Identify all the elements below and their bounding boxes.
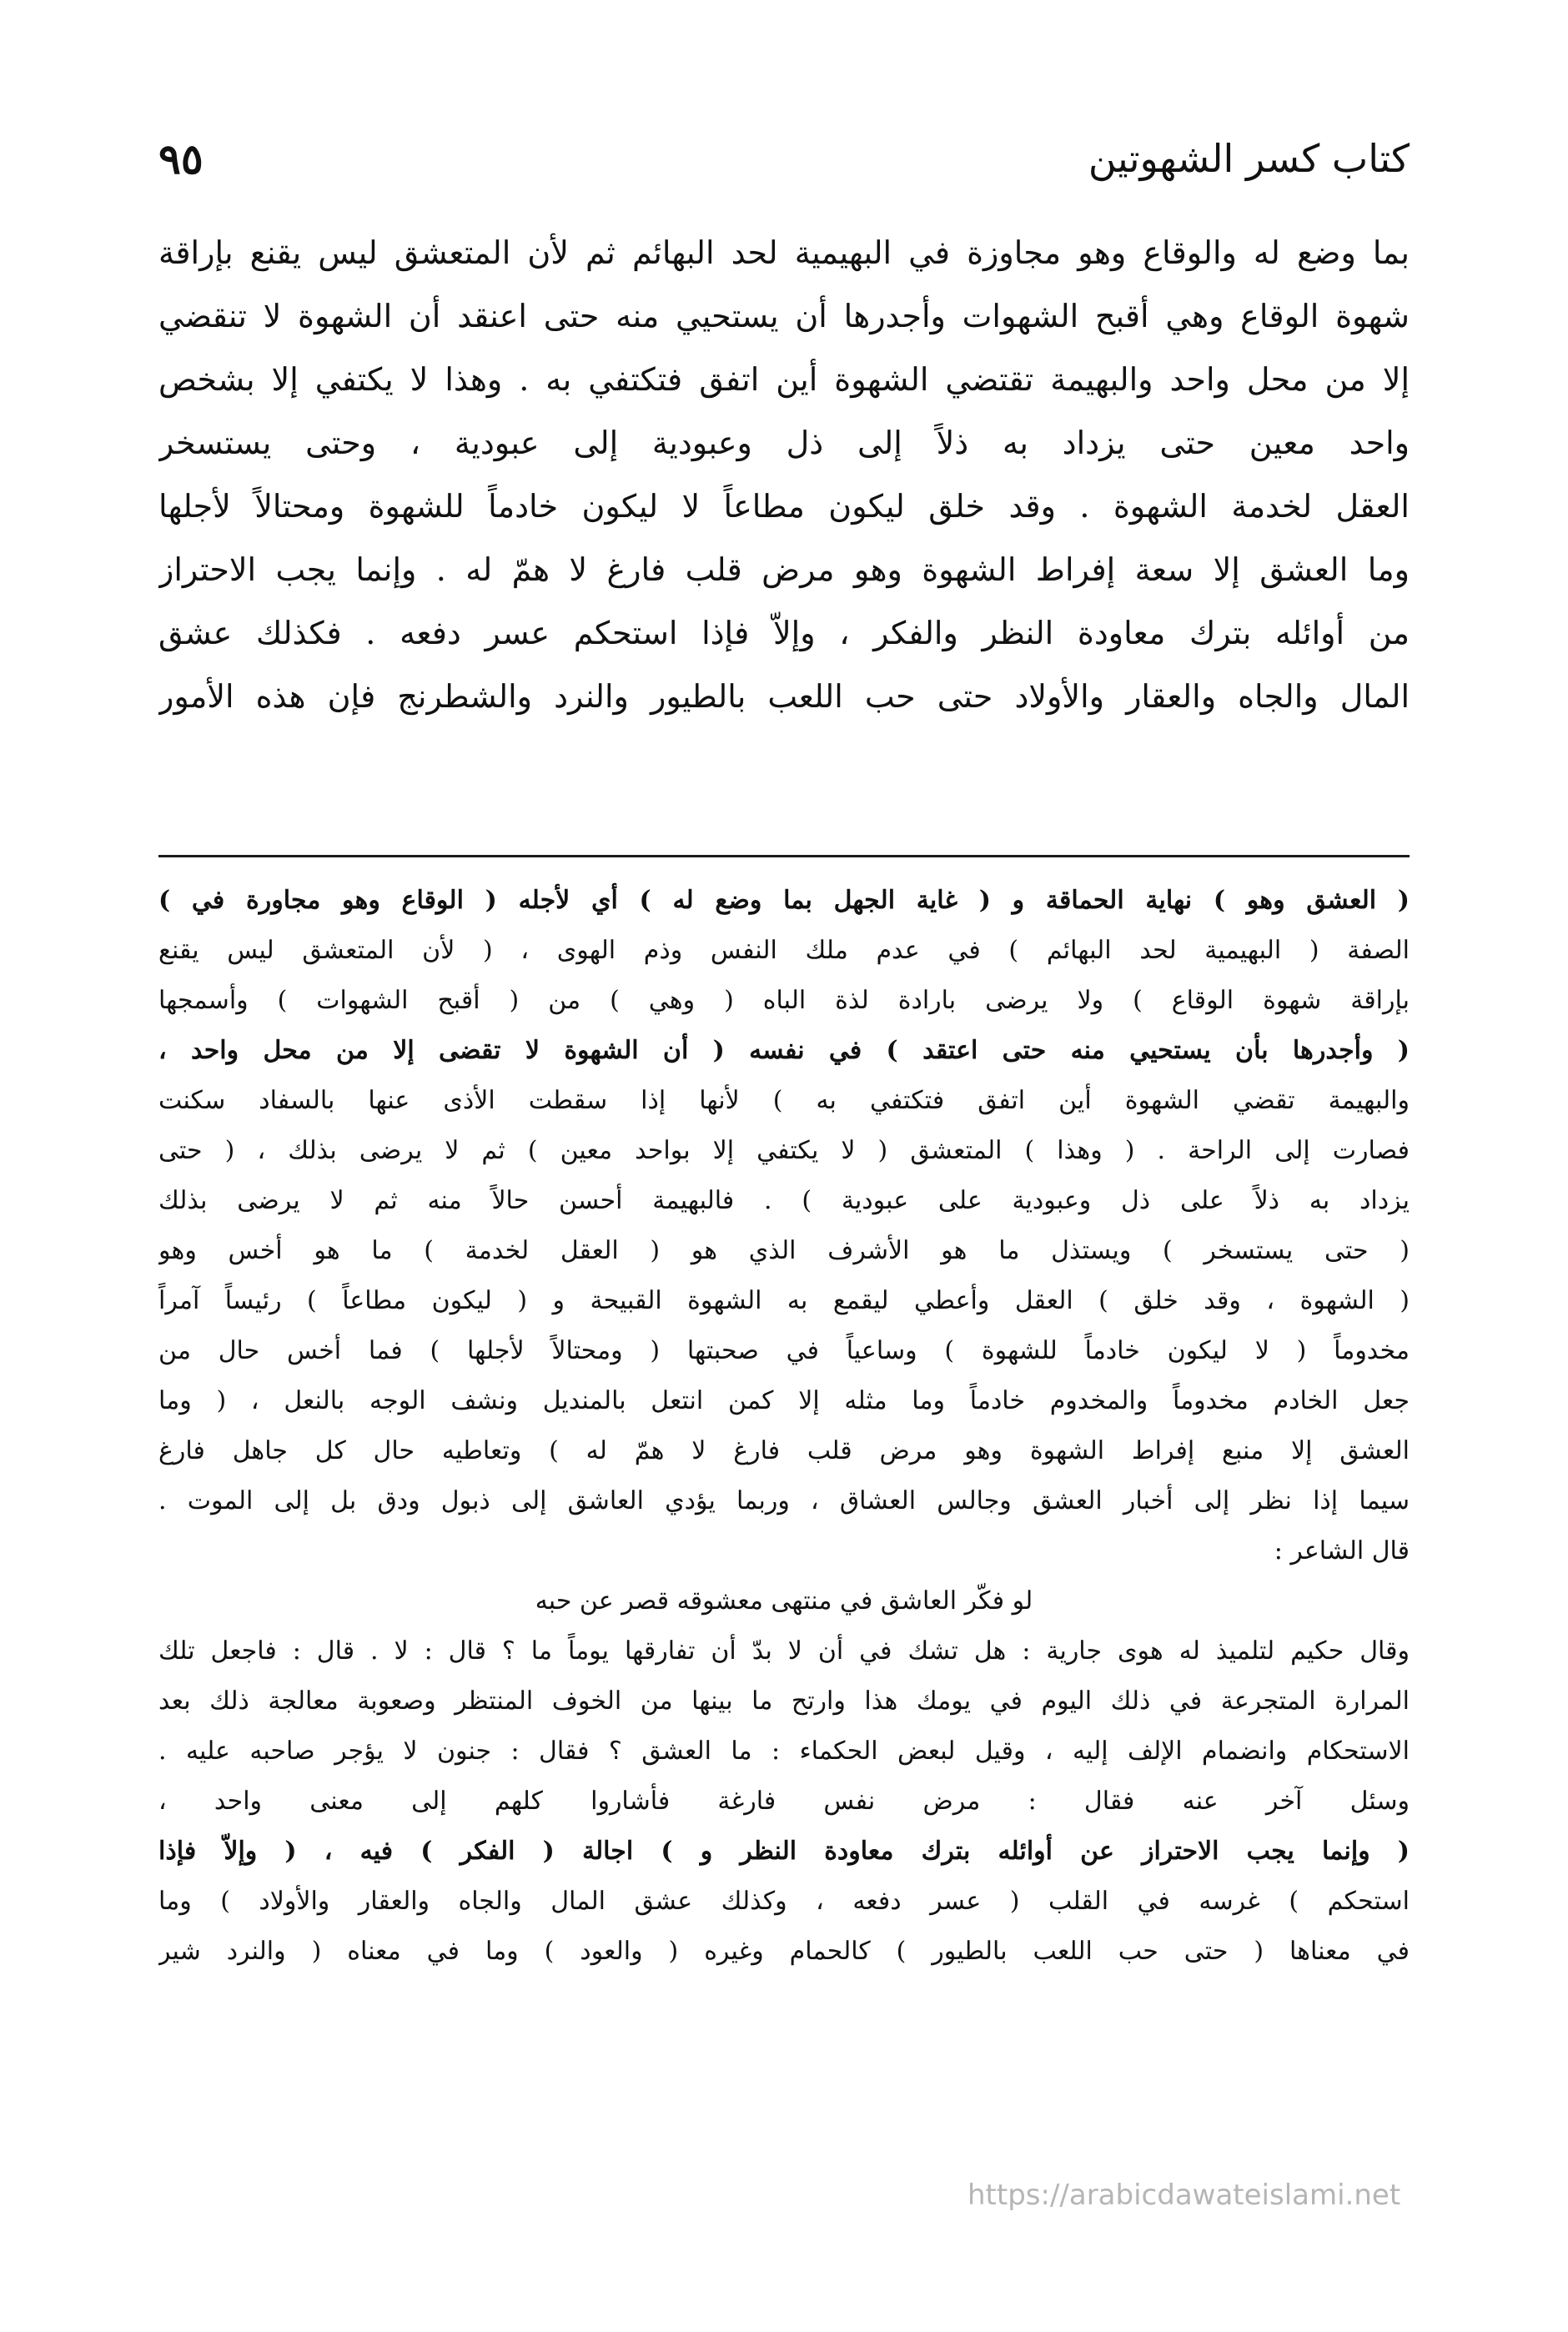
main-text-line: بما وضع له والوقاع وهو مجاوزة في البهيمية لحد البهائم ثم لأن المتعشق ليس يقنع بإراقة xyxy=(158,234,1410,271)
text-separator-rule xyxy=(158,855,1410,857)
watermark-url: https://arabicdawateislami.net xyxy=(967,2179,1401,2212)
commentary-line: سيما إذا نظر إلى أخبار العشق وجالس العشاق ، وربما يؤدي العاشق إلى ذبول ودق بل إلى الموت . xyxy=(158,1486,1410,1515)
commentary-line: ( حتى يستسخر ) ويستذل ما هو الأشرف الذي هو ( العقل لخدمة ) ما هو أخس وهو xyxy=(158,1236,1410,1265)
commentary-line: ( العشق وهو ) نهاية الحماقة و ( غاية الجهل بما وضع له ) أي لأجله ( الوقاع وهو مجاورة في ) xyxy=(158,886,1410,915)
commentary-line: فصارت إلى الراحة . ( وهذا ) المتعشق ( لا يكتفي إلا بواحد معين ) ثم لا يرضى بذلك ، ( حتى xyxy=(158,1136,1410,1165)
page-header xyxy=(158,125,1410,192)
commentary-block xyxy=(158,876,1410,1977)
verse-line: لو فكّر العاشق في منتهى معشوقه قصر عن حبه xyxy=(535,1586,1033,1616)
commentary-line: في معناها ( حتى حب اللعب بالطيور ) كالحمام وغيره ( والعود ) وما في معناه ( والنرد شير xyxy=(158,1937,1410,1966)
commentary-line: ( وإنما يجب الاحتراز عن أوائله بترك معاودة النظر و ) اجالة ( الفكر ) فيه ، ( وإلاّ فإذا xyxy=(158,1837,1410,1866)
commentary-line: بإراقة شهوة الوقاع ) ولا يرضى بارادة لذة الباه ( وهي ) من ( أقبح الشهوات ) وأسمجها xyxy=(158,986,1410,1015)
commentary-line: الاستحكام وانضمام الإلف إليه ، وقيل لبعض الحكماء : ما العشق ؟ فقال : جنون لا يؤجر صاحبه عليه . xyxy=(158,1736,1410,1766)
main-text-line: وما العشق إلا سعة إفراط الشهوة وهو مرض قلب فارغ لا همّ له . وإنما يجب الاحتراز xyxy=(158,551,1410,588)
main-text-line: إلا من محل واحد والبهيمة تقتضي الشهوة أين اتفق فتكتفي به . وهذا لا يكتفي إلا بشخص xyxy=(158,361,1410,398)
main-text-line: واحد معين حتى يزداد به ذلاً إلى ذل وعبودية إلى عبودية ، وحتى يستسخر xyxy=(158,425,1410,461)
book-title: كتاب كسر الشهوتين xyxy=(1088,136,1410,181)
main-text-line: من أوائله بترك معاودة النظر والفكر ، وإلاّ فإذا استحكم عسر دفعه . فكذلك عشق xyxy=(158,615,1410,651)
main-text-line: العقل لخدمة الشهوة . وقد خلق ليكون مطاعاً لا ليكون خادماً للشهوة ومحتالاً لأجلها xyxy=(158,488,1410,525)
main-text-line: شهوة الوقاع وهي أقبح الشهوات وأجدرها أن يستحيي منه حتى اعنقد أن الشهوة لا تنقضي xyxy=(158,298,1410,334)
poet-intro-line: قال الشاعر : xyxy=(1274,1536,1410,1566)
commentary-line: وسئل آخر عنه فقال : مرض نفس فارغة فأشاروا كلهم إلى معنى واحد ، xyxy=(158,1787,1410,1816)
commentary-line: مخدوماً ( لا ليكون خادماً للشهوة ) وساعياً في صحبتها ( ومحتالاً لأجلها ) فما أخس حال من xyxy=(158,1336,1410,1365)
commentary-line: استحكم ) غرسه في القلب ( عسر دفعه ، وكذلك عشق المال والجاه والعقار والأولاد ) وما xyxy=(158,1887,1410,1916)
commentary-line: ( وأجدرها بأن يستحيي منه حتى اعتقد ) في نفسه ( أن الشهوة لا تقضى إلا من محل واحد ، xyxy=(158,1036,1410,1065)
commentary-line: وقال حكيم لتلميذ له هوى جارية : هل تشك في أن لا بدّ أن تفارقها يوماً ما ؟ قال : لا . قال : فاجعل تلك xyxy=(158,1636,1410,1666)
commentary-line: الصفة ( البهيمية لحد البهائم ) في عدم ملك النفس وذم الهوى ، ( لأن المتعشق ليس يقنع xyxy=(158,936,1410,965)
commentary-line: والبهيمة تقضي الشهوة أين اتفق فتكتفي به ) لأنها إذا سقطت الأذى عنها بالسفاد سكنت xyxy=(158,1086,1410,1115)
commentary-line: العشق إلا منبع إفراط الشهوة وهو مرض قلب فارغ لا همّ له ) وتعاطيه حال كل جاهل فارغ xyxy=(158,1436,1410,1465)
commentary-line: جعل الخادم مخدوماً والمخدوم خادماً وما مثله إلا كمن انتعل بالمنديل ونشف الوجه بالنعل ، ( وما xyxy=(158,1386,1410,1415)
main-text-block xyxy=(158,221,1410,728)
main-text-line: المال والجاه والعقار والأولاد حتى حب اللعب بالطيور والنرد والشطرنج فإن هذه الأمور xyxy=(158,678,1410,715)
page-number: ٩٥ xyxy=(158,133,204,183)
commentary-line: المرارة المتجرعة في ذلك اليوم في يومك هذا وارتح ما بينها من الخوف المنتظر وصعوبة معالجة ذلك بعد xyxy=(158,1686,1410,1716)
commentary-line: يزداد به ذلاً على ذل وعبودية على عبودية ) . فالبهيمة أحسن حالاً منه ثم لا يرضى بذلك xyxy=(158,1186,1410,1215)
commentary-line: ( الشهوة ، وقد خلق ) العقل وأعطي ليقمع به الشهوة القبيحة و ( ليكون مطاعاً ) رئيساً آمراً xyxy=(158,1286,1410,1315)
